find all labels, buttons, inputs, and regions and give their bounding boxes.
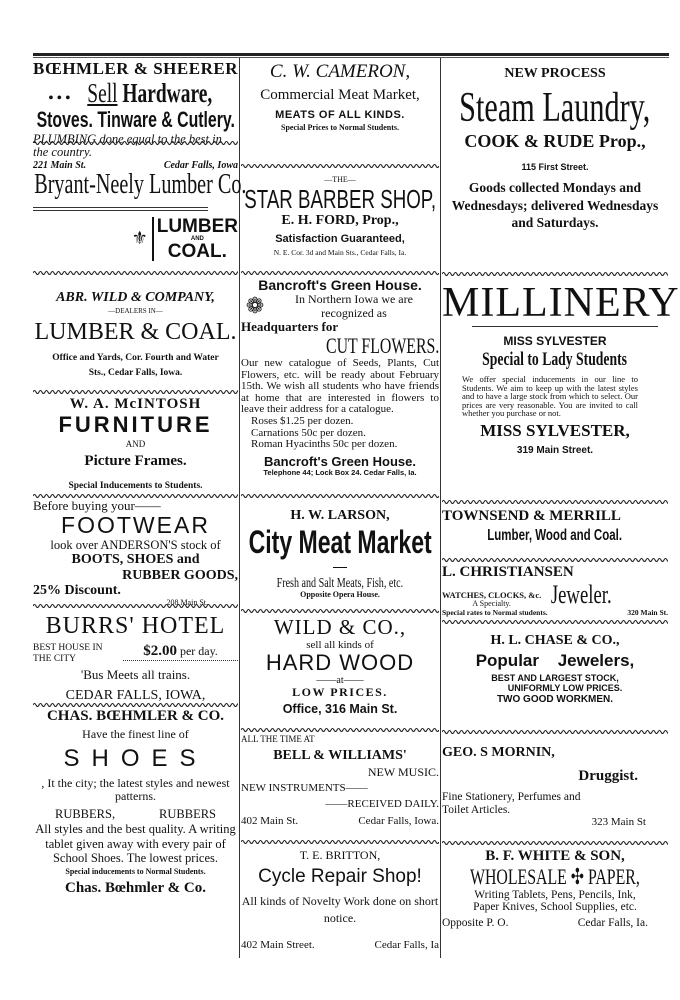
stoves-line: Stoves. Tinware & Cutlery. <box>36 107 235 133</box>
wavy-divider <box>241 493 439 499</box>
cut-flowers: CUT FLOWERS. <box>325 333 439 359</box>
ad-name: T. E. BRITTON, <box>299 848 381 862</box>
dots: • • • <box>48 90 71 106</box>
ad-name: W. A. McINTOSH <box>69 396 202 412</box>
millinery-title: MILLINERY <box>442 280 680 326</box>
ad-name: CHAS. BŒHMLER & CO. <box>46 708 225 724</box>
at: ——at—— <box>316 675 364 687</box>
shoes-title: SHOES <box>63 744 208 772</box>
lumber: LUMBER <box>156 215 238 237</box>
discount: 25% Discount. <box>33 583 121 599</box>
popular-jewelers: Popular Jewelers, <box>475 651 635 671</box>
plumbing-line: PLUMBING done equal to the best in the country. <box>33 131 222 160</box>
ad-name: WILD & CO., <box>273 615 407 639</box>
carnations-price: Carnations 50c per dozen. <box>251 426 366 439</box>
address: 208 Main St. <box>166 597 208 607</box>
ad-larson <box>241 508 439 600</box>
body-text: All styles and the best quality. A writing tablet given away with every pair of School Shoes. The lowest prices. <box>35 822 236 865</box>
address: 221 Main St. <box>33 160 87 172</box>
ad-name: H. L. CHASE & CO., <box>490 633 620 648</box>
wavy-divider <box>241 727 439 733</box>
headquarters: Headquarters for <box>241 318 339 334</box>
satisfaction: Satisfaction Guaranteed, <box>275 232 405 245</box>
jeweler: Jeweler. <box>551 579 612 609</box>
office-address: Office and Yards, Cor. Fourth and Water Sts., Cedar Falls, Iowa. <box>52 353 219 378</box>
wavy-divider <box>33 603 238 609</box>
ad-abr-wild <box>33 290 238 380</box>
ad-name: STAR BARBER SHOP, <box>244 183 436 214</box>
body-text: Writing Tablets, Pens, Pencils, Ink, Paper Knives, School Supplies, etc. <box>473 888 637 914</box>
low-prices: UNIFORMLY LOW PRICES. <box>507 682 623 693</box>
wavy-divider <box>442 499 668 505</box>
wavy-divider <box>442 729 668 735</box>
ad-name: C. W. CAMERON, <box>269 61 411 82</box>
watches-clocks: WATCHES, CLOCKS, &c. <box>442 589 542 600</box>
city: Cedar Falls, Iowa. <box>358 814 439 827</box>
wavy-divider <box>442 271 668 277</box>
address: 402 Main Street. <box>241 938 315 951</box>
styles-line: , It the city; the latest styles and newest patterns. <box>41 776 230 804</box>
office: Office, 316 Main St. <box>282 701 398 716</box>
and: AND <box>125 438 146 449</box>
workmen: TWO GOOD WORKMEN. <box>496 693 614 705</box>
new-instruments: NEW INSTRUMENTS—— <box>241 782 368 795</box>
ad-footwear <box>33 499 238 607</box>
ad-mornin <box>442 745 668 828</box>
low-prices: LOW PRICES. <box>292 685 388 700</box>
ad-chas-boehmler <box>33 708 238 897</box>
city: Cedar Falls, Ia. <box>577 916 648 929</box>
ad-name: H. W. LARSON, <box>290 508 390 523</box>
wavy-divider <box>442 557 668 563</box>
city: Cedar Falls, Iowa <box>163 160 238 172</box>
boots-shoes: BOOTS, SHOES and <box>71 552 200 568</box>
ad-name: BELL & WILLIAMS' <box>273 747 407 763</box>
ad-cameron <box>241 62 439 133</box>
special-rates: Special rates to Normal students. <box>442 608 548 618</box>
address: 320 Main St. <box>627 608 668 618</box>
flower-icon: ❁ <box>245 293 265 319</box>
meats: MEATS OF ALL KINDS. <box>275 109 405 122</box>
special-inducements: Special Inducements to Students. <box>68 481 203 492</box>
address: N. E. Cor. 3d and Main Sts., Cedar Falls, Ia. <box>273 247 407 257</box>
before-buying: Before buying your—— <box>33 498 161 513</box>
picture-frames: Picture Frames. <box>84 452 187 469</box>
rubbers: RUBBERS, <box>54 807 116 822</box>
furniture: FURNITURE <box>58 411 213 437</box>
look-over: look over ANDERSON'S stock of <box>50 537 221 552</box>
rubbers: RUBBERS <box>159 807 217 822</box>
ad-name: Steam Laundry, <box>459 85 651 132</box>
ad-christiansen <box>442 564 668 617</box>
intro: In Northern Iowa we are recognized as <box>295 292 413 320</box>
new-process: NEW PROCESS <box>504 66 606 81</box>
sell: Sell <box>87 77 118 108</box>
ad-name: Bryant-Neely Lumber Co. <box>34 169 247 200</box>
ad-name: TOWNSEND & MERRILL <box>442 508 621 524</box>
opposite: Opposite P. O. <box>442 916 509 929</box>
address: 402 Main St. <box>241 814 299 827</box>
footwear-title: FOOTWEAR <box>61 512 210 539</box>
all-the-time: ALL THE TIME AT <box>241 734 315 744</box>
best-house: BEST HOUSE IN THE CITY <box>33 643 103 664</box>
ad-townsend-merrill <box>442 508 668 544</box>
wavy-divider <box>241 163 439 169</box>
ad-name: ABR. WILD & COMPANY, <box>56 290 215 305</box>
best-stock: BEST AND LARGEST STOCK, <box>491 673 619 684</box>
ad-bf-white <box>442 848 668 930</box>
ad-boehmler-sheerer <box>33 60 238 171</box>
city: Cedar Falls, Ia <box>374 938 439 951</box>
sell-all: sell all kinds of <box>306 639 374 652</box>
short-rule <box>333 567 347 568</box>
coal: COAL. <box>167 240 227 262</box>
cycle-repair-shop: Cycle Repair Shop! <box>258 866 422 888</box>
ad-name: BURRS' HOTEL <box>45 613 226 639</box>
fresh-meats: Fresh and Salt Meats, Fish, etc. <box>276 575 404 591</box>
per-day: per day. <box>179 644 218 659</box>
wavy-divider <box>442 619 668 625</box>
column-divider <box>440 58 441 958</box>
special-inducements: Special inducements to Normal Students. <box>65 867 206 877</box>
address: 115 First Street. <box>521 162 589 173</box>
city-meat-market: City Meat Market <box>248 524 432 561</box>
new-music: NEW MUSIC. <box>367 765 439 780</box>
wavy-divider <box>33 140 238 146</box>
ad-name: BŒHMLER & SHEERER <box>33 59 238 78</box>
schedule: Goods collected Mondays and Wednesdays; delivered Wednesdays and Saturdays. <box>451 180 659 231</box>
ad-mcintosh <box>33 396 238 492</box>
roses-price: Roses $1.25 per dozen. <box>251 414 354 427</box>
wavy-divider <box>241 608 439 614</box>
wavy-divider <box>33 270 238 276</box>
ad-burrs-hotel <box>33 613 238 703</box>
body-text: We offer special inducements in our line to Students. We aim to keep up with the latest styles and to have a large stock from which to select. Our prices are very reasonable. You are invited to call whether you purchase or not. <box>462 374 638 419</box>
rubber-goods: RUBBER GOODS, <box>122 567 238 583</box>
ad-name: Bancroft's Green House. <box>258 277 422 293</box>
signature: Chas. Bœhmler & Co. <box>65 880 206 897</box>
the: —THE— <box>324 175 356 184</box>
wavy-divider <box>241 839 439 845</box>
ad-name: L. CHRISTIANSEN <box>442 564 574 580</box>
market: Commercial Meat Market, <box>260 86 420 103</box>
miss-sylvester: MISS SYLVESTER <box>503 334 607 348</box>
ad-name: B. F. WHITE & SON, <box>485 848 625 864</box>
ad-bryant-neely <box>33 169 247 262</box>
wavy-divider <box>442 840 668 846</box>
ad-chase <box>442 633 668 705</box>
ad-wild-co <box>241 616 439 716</box>
address: 319 Main Street. <box>516 445 594 457</box>
body-text: All kinds of Novelty Work done on short notice. <box>241 894 439 925</box>
contact: Telephone 44; Lock Box 24. Cedar Falls, Ia. <box>263 467 417 477</box>
body-text: Our new catalogue of Seeds, Plants, Cut Flowers, etc. will be ready about February 15th. We wish all students who have friends at home that are interested in flowers to leave their address for a catalogue. <box>241 357 439 416</box>
bus-line: 'Bus Meets all trains. <box>80 667 191 683</box>
received-daily: ——RECEIVED DAILY. <box>325 797 439 810</box>
goods: Lumber, Wood and Coal. <box>487 526 623 544</box>
address: 323 Main St <box>591 816 646 829</box>
specialty: A Specialty. <box>472 599 511 609</box>
ad-star-barber <box>241 176 439 257</box>
wavy-divider <box>33 389 238 395</box>
double-rule <box>33 207 208 211</box>
hardware: Hardware, <box>122 77 213 108</box>
opposite: Opposite Opera House. <box>300 590 380 600</box>
goods: LUMBER & COAL. <box>34 319 237 346</box>
ad-bancroft <box>241 278 439 477</box>
proprietor: E. H. FORD, Prop., <box>281 213 399 229</box>
ad-name: GEO. S MORNIN, <box>442 745 555 760</box>
city: CEDAR FALLS, IOWA, <box>65 687 206 703</box>
ad-millinery <box>442 280 680 457</box>
special-to-lady-students: Special to Lady Students <box>482 349 628 371</box>
top-rule-thin <box>33 57 669 58</box>
signature: Bancroft's Green House. <box>264 453 416 469</box>
price: $2.00 <box>143 643 177 660</box>
special-prices: Special Prices to Normal Students. <box>281 123 399 133</box>
top-rule <box>33 53 669 56</box>
finest-line: Have the finest line of <box>82 726 189 741</box>
fleuron-icon: ⚜ <box>131 227 148 248</box>
ad-britton <box>241 849 439 951</box>
hard-wood: HARD WOOD <box>265 650 415 676</box>
wholesale-paper: WHOLESALE ✣ PAPER, <box>470 863 640 889</box>
ad-bell-williams <box>241 735 439 827</box>
body-text: Fine Stationery, Perfumes and Toilet Articles. <box>442 790 581 816</box>
dealers-in: —DEALERS IN— <box>108 307 163 316</box>
wavy-divider <box>241 270 439 276</box>
proprietor: COOK & RUDE Prop., <box>464 130 646 151</box>
hyacinths-price: Roman Hyacinths 50c per dozen. <box>251 438 398 451</box>
and: AND <box>190 235 204 242</box>
ad-steam-laundry <box>442 66 668 232</box>
signature: MISS SYLVESTER, <box>480 420 630 440</box>
druggist: Druggist. <box>578 768 638 785</box>
